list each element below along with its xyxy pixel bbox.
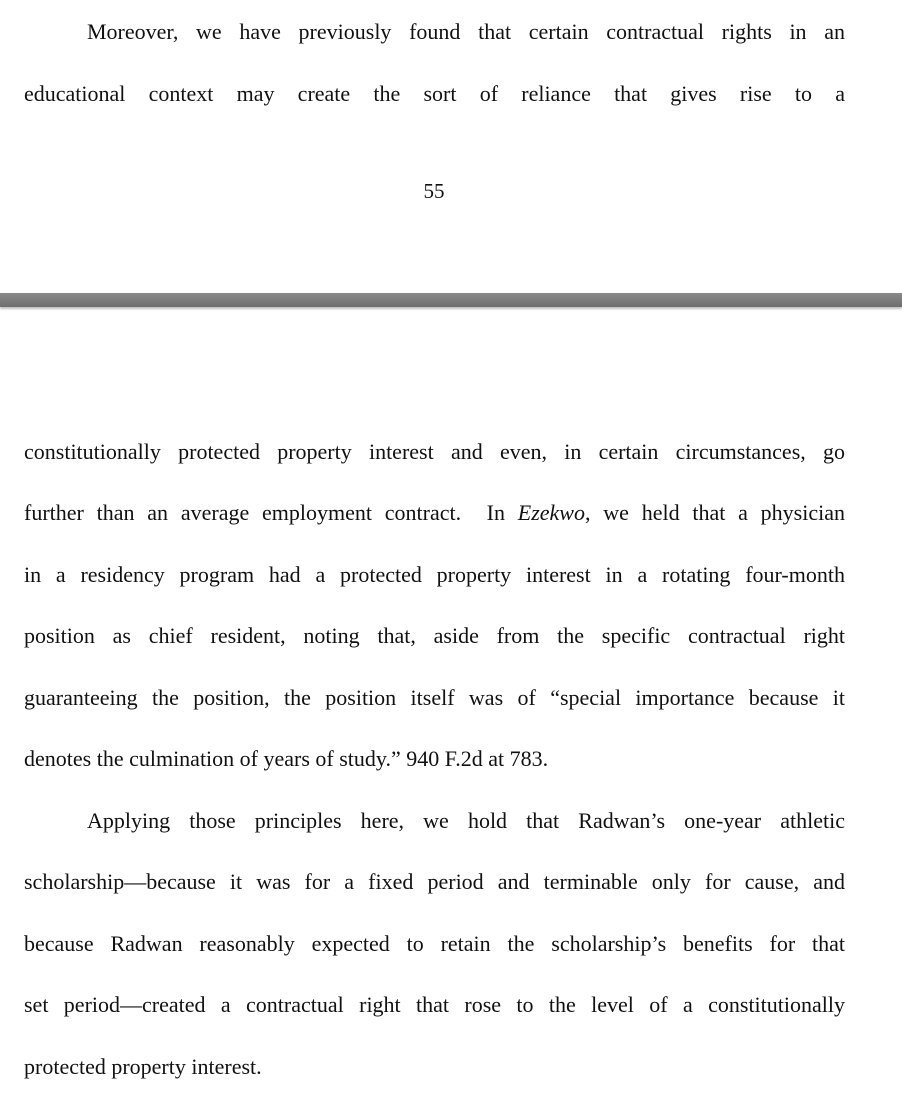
paragraph-line: because Radwan reasonably expected to retain the scholarship’s benefits for that <box>24 931 845 956</box>
paragraph-line: set period—created a contractual right that rose to the level of a constitutionally <box>24 992 845 1017</box>
text-segment: further than an average employment contract. <box>24 500 462 525</box>
paragraph-line <box>24 499 845 527</box>
text-segment: , we held that a physician <box>584 500 845 525</box>
paragraph-line: guaranteeing the position, the position itself was of “special importance because it <box>24 685 845 710</box>
paragraph-line: position as chief resident, noting that, aside from the specific contractual right <box>24 623 845 648</box>
paragraph-line: constitutionally protected property interest and even, in certain circumstances, go <box>24 439 845 464</box>
paragraph-line: denotes the culmination of years of study.” 940 F.2d at 783. <box>24 746 549 771</box>
paragraph-line: educational context may create the sort of reliance that gives rise to a <box>24 81 845 106</box>
case-name-ezekwo: Ezekwo <box>517 500 585 525</box>
page-break-divider <box>0 293 902 307</box>
paragraph-line: in a residency program had a protected property interest in a rotating four-month <box>24 562 845 587</box>
text-segment: In <box>486 500 505 525</box>
paragraph-line: Applying those principles here, we hold that Radwan’s one-year athletic <box>87 808 845 833</box>
page-top <box>0 0 902 293</box>
paragraph-line: Moreover, we have previously found that certain contractual rights in an <box>87 19 845 44</box>
paragraph-line: scholarship—because it was for a fixed period and terminable only for cause, and <box>24 869 845 894</box>
paragraph-line: protected property interest. <box>24 1054 262 1079</box>
page-number: 55 <box>423 179 445 203</box>
